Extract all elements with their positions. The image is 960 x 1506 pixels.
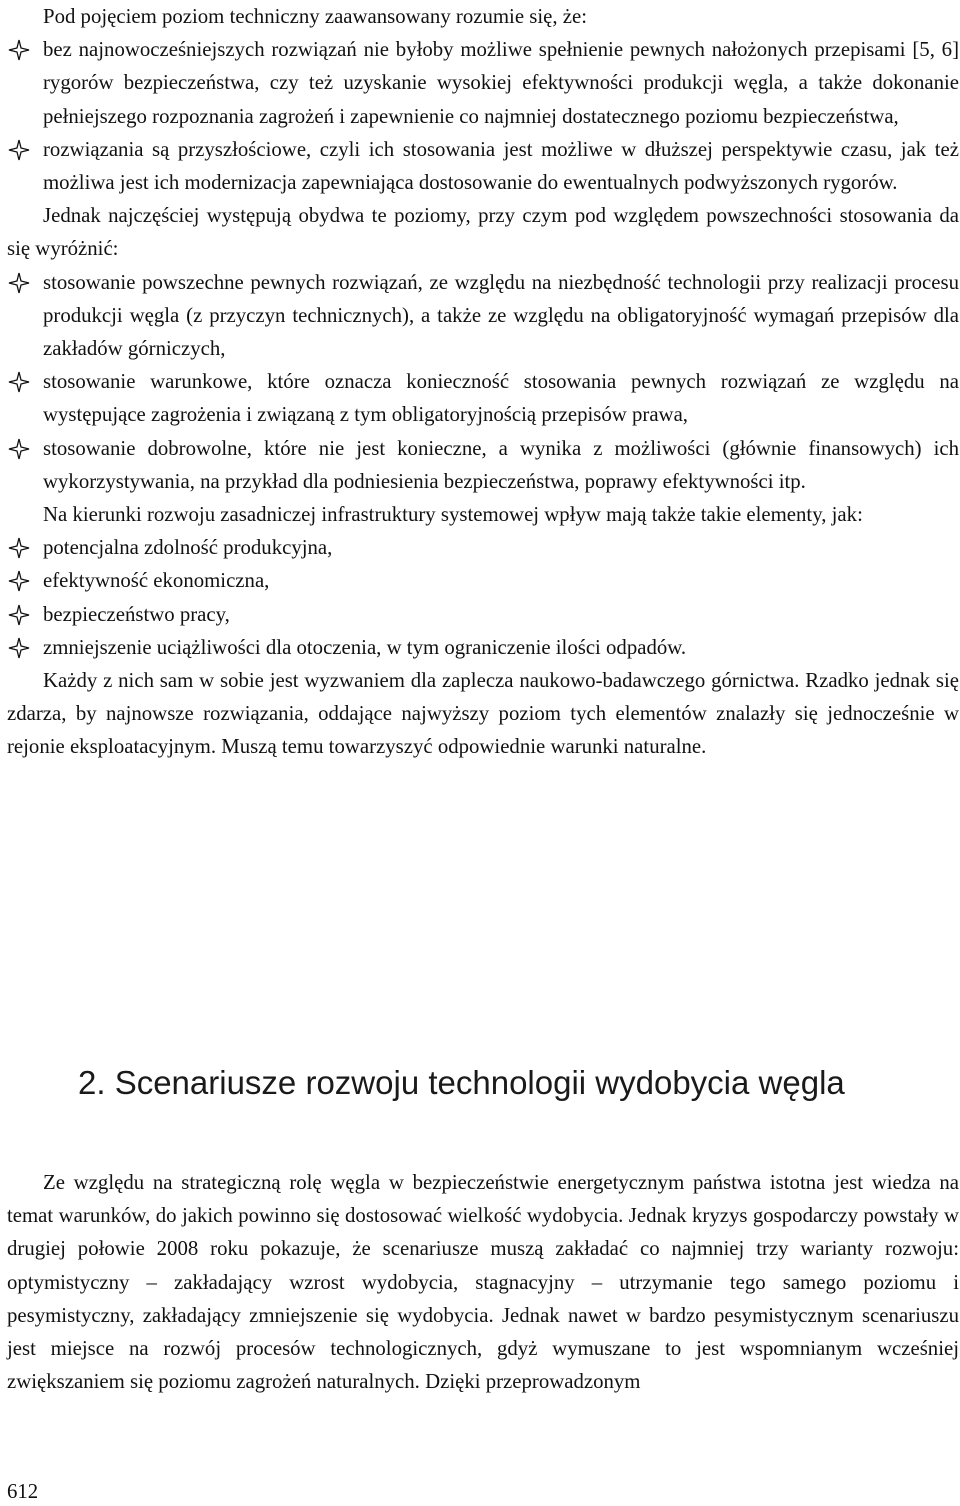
list-item-text: efektywność ekonomiczna, <box>43 569 270 593</box>
paragraph: Jednak najczęściej występują obydwa te poziomy, przy czym pod względem powszechności stosowania da się wyróżnić: <box>7 204 959 261</box>
list-item-text: bez najnowocześniejszych rozwiązań nie byłoby możliwe spełnienie pewnych nałożonych przepisami [5, 6] rygorów bezpieczeństwa, czy też uzyskanie wysokiej efektywności produkcji węgla, a także dokonanie pełniejszego rozpoznania zagrożeń i zapewnienie co najmniej dostatecznego poziomu bezpieczeństwa, <box>43 38 959 128</box>
star-bullet-icon <box>8 272 30 294</box>
list-item <box>7 564 959 597</box>
list-item-text: stosowanie warunkowe, które oznacza konieczność stosowania pewnych rozwiązań ze względu na występujące zagrożenia i związaną z tym obligatoryjnością przepisów prawa, <box>43 370 959 427</box>
list-item-text: stosowanie powszechne pewnych rozwiązań, ze względu na niezbędność technologii przy realizacji procesu produkcji węgla (z przyczyn technicznych), a także ze względu na obligatoryjność wymagań przepisów dla zakładów górniczych, <box>43 270 959 361</box>
star-bullet-icon <box>8 438 30 460</box>
paragraph: Ze względu na strategiczną rolę węgla w bezpieczeństwie energetycznym państwa istotna jest wiedza na temat warunków, do jakich powinno się dostosować wielkość wydobycia. Jednak kryzys gospodarczy powstały w drugiej połowie 2008 roku pokazuje, że scenariusze muszą zakładać co najmniej trzy warianty rozwoju: optymistyczny – zakładający wzrost wydobycia, stagnacyjny – utrzymanie tego samego poziomu i pesymistyczny, zakładający zmniejszenie się wydobycia. Jednak nawet w bardzo pesymistycznym scenariuszu jest miejsce na rozwój procesów technologicznych, gdyż wymuszane to jest wspomnianym wcześniej zwiększaniem się poziomu zagrożeń naturalnych. Dzięki przeprowadzonym <box>7 1171 959 1394</box>
star-bullet-icon <box>8 139 30 161</box>
section-body <box>7 1166 959 1398</box>
star-bullet-icon <box>8 39 30 61</box>
star-bullet-icon <box>8 371 30 393</box>
list-item-text: bezpieczeństwo pracy, <box>43 602 230 626</box>
bullet-list-1 <box>7 33 959 199</box>
list-item-text: potencjalna zdolność produkcyjna, <box>43 536 333 560</box>
star-bullet-icon <box>8 604 30 626</box>
list-item <box>7 531 959 564</box>
list-item <box>7 133 959 199</box>
star-bullet-icon <box>8 637 30 659</box>
star-bullet-icon <box>8 537 30 559</box>
list-item-text: stosowanie dobrowolne, które nie jest konieczne, a wynika z możliwości (głównie finansowych) ich wykorzystywania, na przykład dla podniesienia bezpieczeństwa, poprawy efektywności itp. <box>43 436 959 493</box>
list-item-text: rozwiązania są przyszłościowe, czyli ich stosowania jest możliwe w dłuższej perspektywie czasu, jak też możliwa jest ich modernizacja zapewniająca dostosowanie do ewentualnych podwyższonych rygorów. <box>43 137 959 195</box>
list-item <box>7 432 959 498</box>
list-item <box>7 598 959 631</box>
list-item <box>7 365 959 431</box>
bullet-list-2 <box>7 266 959 498</box>
list-item <box>7 266 959 366</box>
list-item <box>7 631 959 664</box>
paragraph: Na kierunki rozwoju zasadniczej infrastruktury systemowej wpływ mają także takie elementy, jak: <box>43 503 863 527</box>
intro-paragraph: Pod pojęciem poziom techniczny zaawansowany rozumie się, że: <box>43 5 587 28</box>
page-body <box>7 0 959 764</box>
list-item-text: zmniejszenie uciążliwości dla otoczenia, w tym ograniczenie ilości odpadów. <box>43 635 687 659</box>
star-bullet-icon <box>8 570 30 592</box>
page-number: 612 <box>7 1480 39 1503</box>
section-heading: 2. Scenariusze rozwoju technologii wydobycia węgla <box>78 1064 845 1101</box>
paragraph: Każdy z nich sam w sobie jest wyzwaniem dla zaplecza naukowo-badawczego górnictwa. Rzadko jednak się zdarza, by najnowsze rozwiązania, oddające najwyższy poziom tych elementów znalazły się jednocześnie w rejonie eksploatacyjnym. Muszą temu towarzyszyć odpowiednie warunki naturalne. <box>7 669 959 759</box>
bullet-list-3 <box>7 531 959 664</box>
list-item <box>7 33 959 133</box>
